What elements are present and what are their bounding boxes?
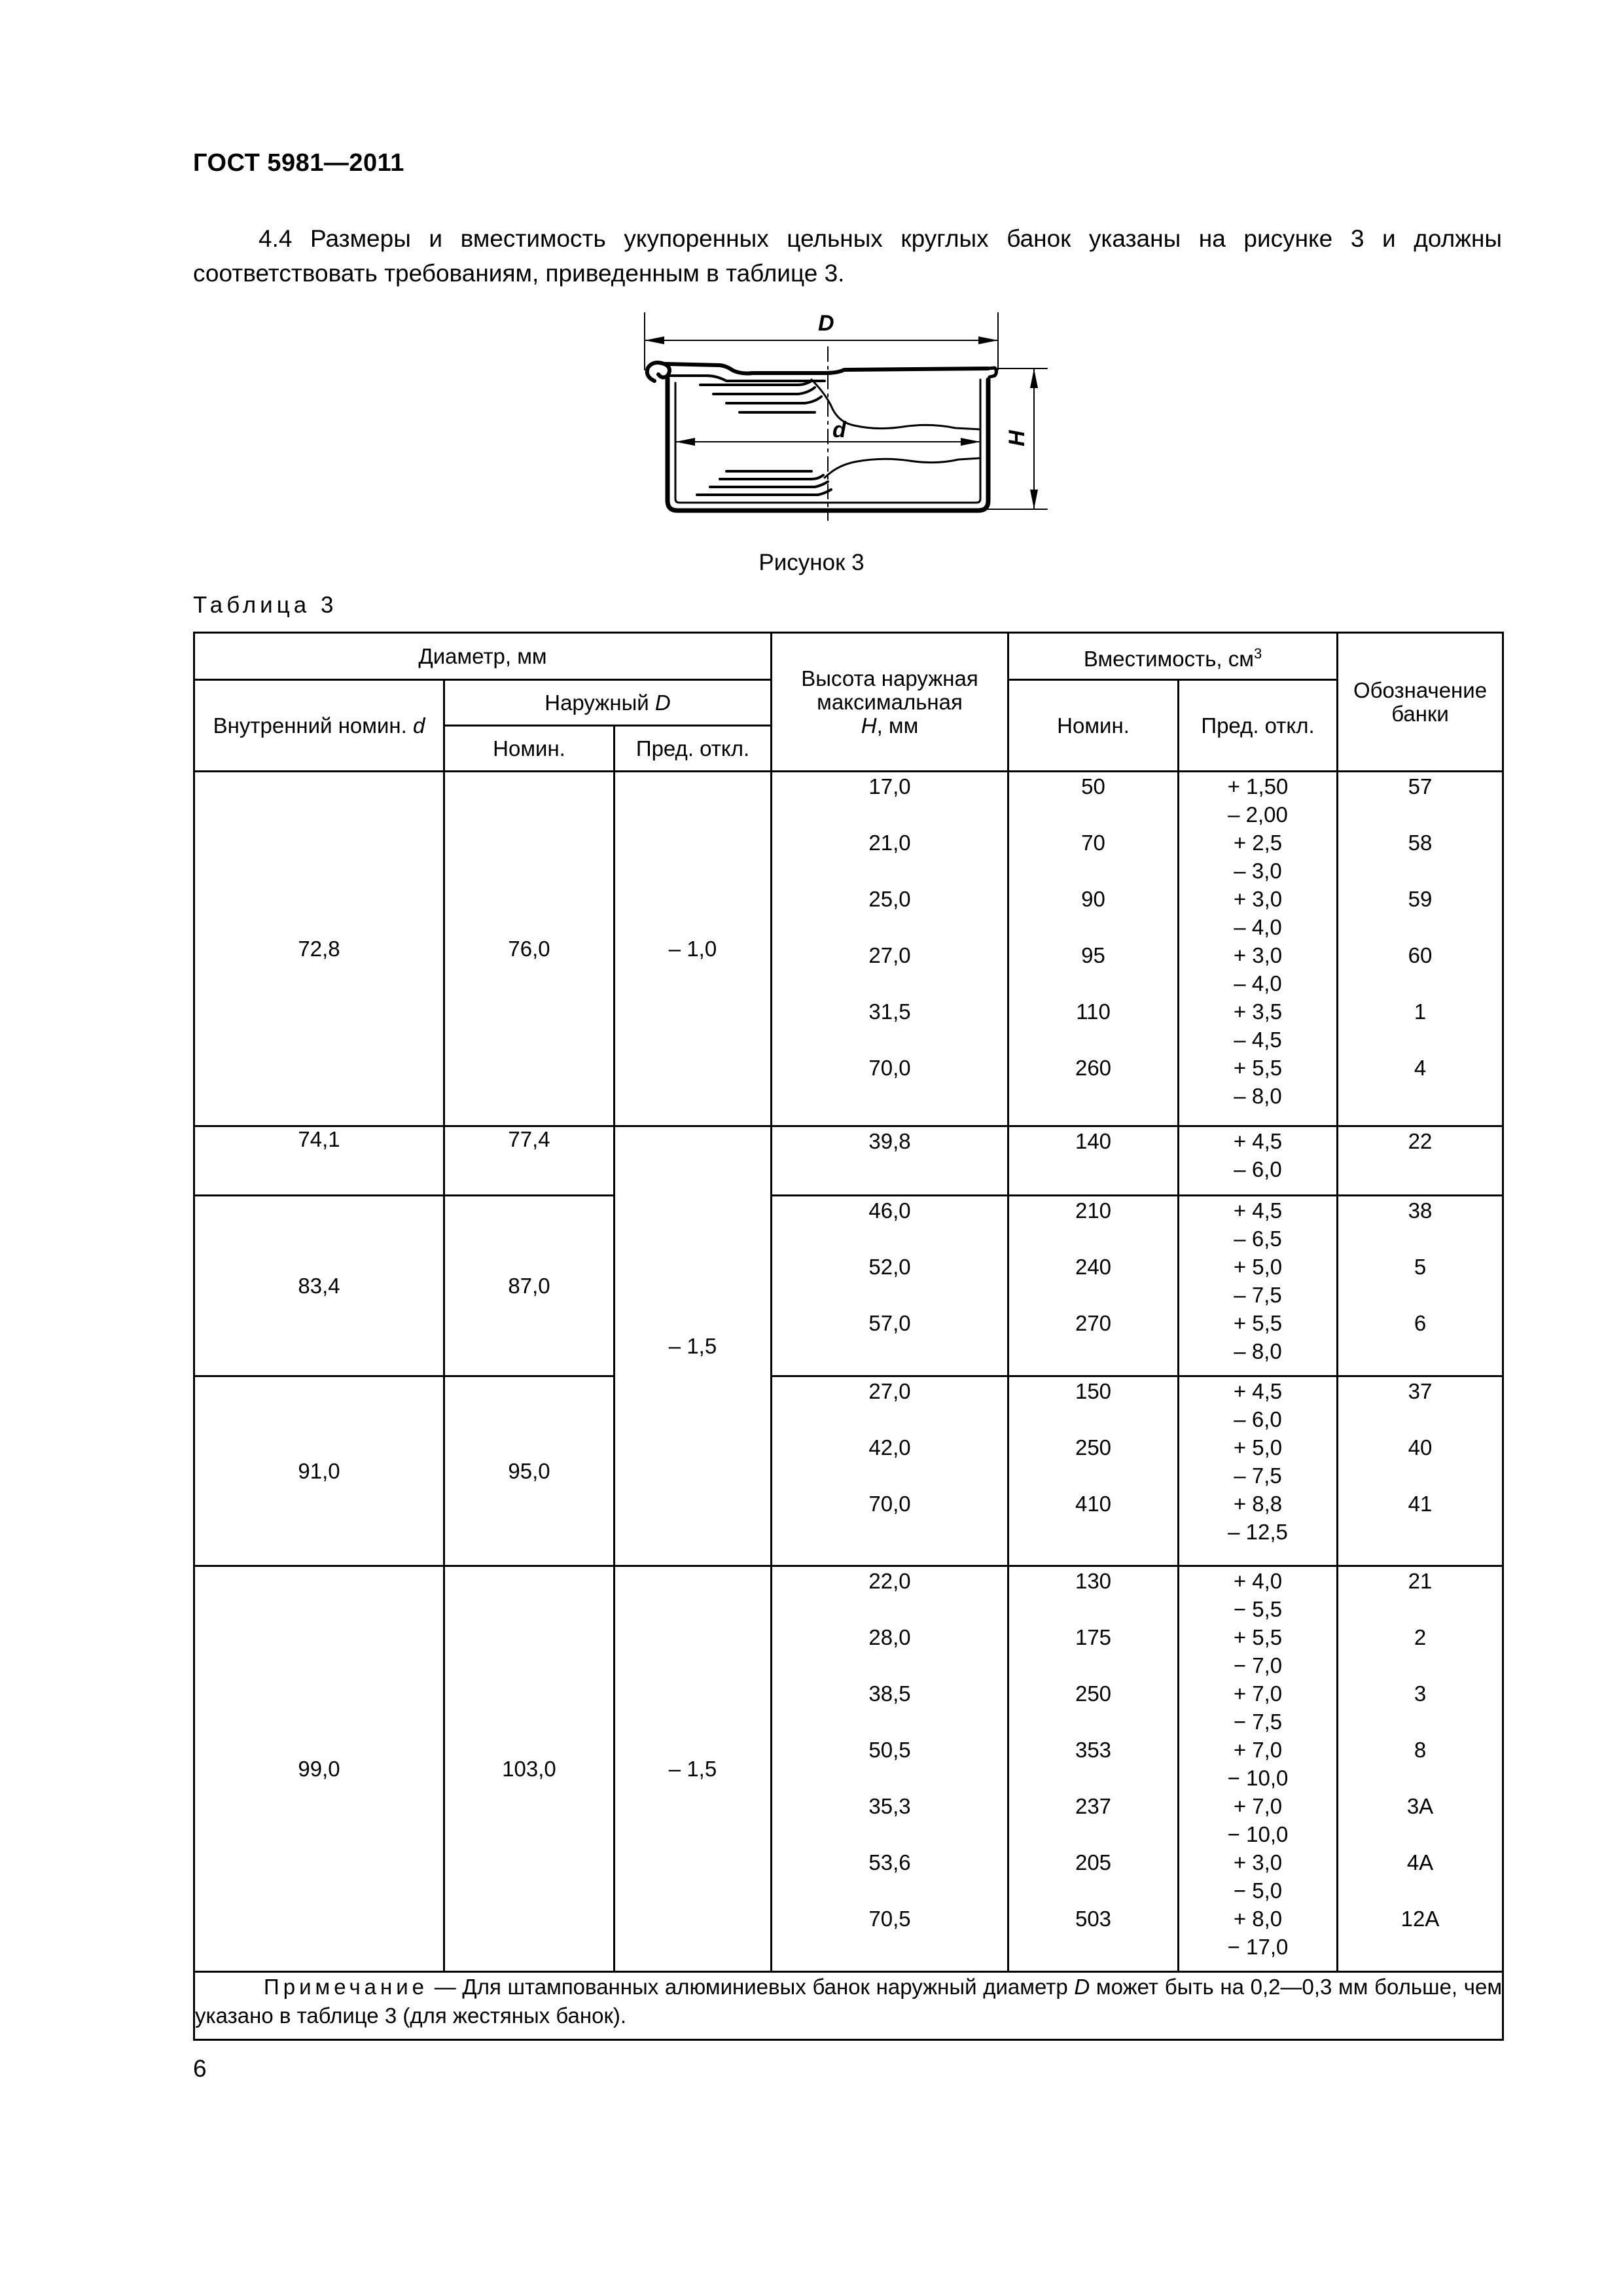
- header-capacity: Вместимость, $см^3$: [1008, 633, 1338, 680]
- tol-plus: + 8,0: [1233, 1907, 1283, 1931]
- row-item: 250: [1075, 1681, 1112, 1706]
- row-item: 57: [1408, 774, 1433, 798]
- row-item: 270: [1075, 1311, 1112, 1335]
- tol-minus: – 2,00: [1228, 802, 1288, 827]
- row-item: [1179, 941, 1336, 997]
- tol-minus: − 17,0: [1227, 1935, 1289, 1959]
- header-outer-tol: Пред. откл.: [615, 726, 772, 772]
- label-D: D: [818, 311, 834, 336]
- tol-plus: + 7,0: [1233, 1794, 1283, 1818]
- row-item: 40: [1408, 1435, 1433, 1460]
- cell-outer: 95,0: [444, 1376, 615, 1566]
- cell-outer-tol: – 1,5: [615, 1566, 772, 1972]
- row-item: [1179, 1054, 1336, 1110]
- tol-minus: – 8,0: [1234, 1339, 1282, 1363]
- row-item: 353: [1075, 1738, 1112, 1762]
- table-row: [194, 1566, 1503, 1972]
- row-item: 21,0: [868, 831, 911, 855]
- cell-inner: 99,0: [194, 1566, 444, 1972]
- row-item: 39,8: [868, 1129, 911, 1153]
- tol-minus: – 4,5: [1234, 1028, 1282, 1052]
- row-item: [1179, 1253, 1336, 1309]
- tol-plus: + 5,0: [1233, 1435, 1283, 1460]
- tol-minus: – 6,0: [1234, 1157, 1282, 1181]
- row-item: [1179, 997, 1336, 1054]
- tol-minus: – 8,0: [1234, 1084, 1282, 1108]
- header-inner: Внутренний номин. d: [194, 680, 444, 772]
- row-item: 240: [1075, 1255, 1112, 1279]
- cell-heights: [772, 1376, 1008, 1566]
- cell-inner: 74,1: [194, 1126, 444, 1196]
- row-item: 38,5: [868, 1681, 911, 1706]
- tol-minus: – 6,5: [1234, 1227, 1282, 1251]
- row-item: 17,0: [868, 774, 911, 798]
- tol-plus: + 5,5: [1233, 1311, 1283, 1335]
- row-item: 41: [1408, 1492, 1433, 1516]
- row-item: 205: [1075, 1850, 1112, 1874]
- cell-heights: [772, 1126, 1008, 1196]
- tol-plus: + 2,5: [1233, 831, 1283, 855]
- cell-designation: [1338, 1566, 1503, 1972]
- cell-capacity: [1008, 772, 1179, 1126]
- header-designation: Обозначение банки: [1338, 633, 1503, 772]
- row-item: [1179, 1490, 1336, 1546]
- cell-inner: 83,4: [194, 1196, 444, 1376]
- row-item: 250: [1075, 1435, 1112, 1460]
- cell-cap-tol: [1179, 1196, 1338, 1376]
- row-item: [1179, 1567, 1336, 1623]
- row-item: 260: [1075, 1056, 1112, 1080]
- tol-minus: – 3,0: [1234, 859, 1282, 883]
- tol-plus: + 3,0: [1233, 1850, 1283, 1874]
- row-item: 95: [1081, 943, 1105, 967]
- row-item: 503: [1075, 1907, 1112, 1931]
- row-item: 28,0: [868, 1625, 911, 1649]
- row-item: [1179, 1623, 1336, 1679]
- row-item: 53,6: [868, 1850, 911, 1874]
- row-item: 90: [1081, 887, 1105, 911]
- row-item: 237: [1075, 1794, 1112, 1818]
- cell-cap-tol: [1179, 1566, 1338, 1972]
- table-note: Примечание — Для штампованных алюминиевых банок наружный диаметр D может быть на 0,2—0,3 мм больше, чем указано в таблице 3 (для жестяных банок).: [194, 1972, 1503, 2040]
- header-outer-nom: Номин.: [444, 726, 615, 772]
- row-item: [1179, 1848, 1336, 1905]
- row-item: [1179, 1905, 1336, 1961]
- label-d: d: [832, 418, 846, 442]
- row-item: 8: [1414, 1738, 1427, 1762]
- cell-designation: [1338, 1126, 1503, 1196]
- tol-minus: – 7,5: [1234, 1463, 1282, 1488]
- cell-designation: [1338, 1196, 1503, 1376]
- row-item: [1179, 772, 1336, 829]
- row-item: 59: [1408, 887, 1433, 911]
- header-outer: Наружный D: [444, 680, 772, 726]
- table-row: [194, 1376, 1503, 1566]
- table-row: [194, 1196, 1503, 1376]
- row-item: 4А: [1406, 1850, 1434, 1874]
- cell-cap-tol: [1179, 1126, 1338, 1196]
- row-item: 12А: [1400, 1907, 1440, 1931]
- row-item: 60: [1408, 943, 1433, 967]
- cell-heights: [772, 1196, 1008, 1376]
- row-item: 130: [1075, 1569, 1112, 1593]
- row-item: 70: [1081, 831, 1105, 855]
- tol-plus: + 4,5: [1233, 1129, 1283, 1153]
- row-item: 42,0: [868, 1435, 911, 1460]
- row-item: 1: [1414, 999, 1427, 1024]
- tol-minus: − 5,5: [1233, 1597, 1283, 1621]
- tol-minus: – 6,0: [1234, 1407, 1282, 1431]
- cell-cap-tol: [1179, 1376, 1338, 1566]
- figure-caption: Рисунок 3: [758, 550, 865, 575]
- row-item: 4: [1414, 1056, 1427, 1080]
- row-item: 50: [1081, 774, 1105, 798]
- tol-plus: + 5,5: [1233, 1625, 1283, 1649]
- tol-plus: + 7,0: [1233, 1738, 1283, 1762]
- row-item: [1179, 1792, 1336, 1848]
- cell-heights: [772, 772, 1008, 1126]
- tol-minus: − 7,5: [1233, 1710, 1283, 1734]
- row-item: 150: [1075, 1379, 1112, 1403]
- cell-heights: [772, 1566, 1008, 1972]
- table-row: [194, 1126, 1503, 1196]
- tol-minus: – 4,0: [1234, 971, 1282, 996]
- row-item: 2: [1414, 1625, 1427, 1649]
- row-item: 38: [1408, 1198, 1433, 1223]
- page-number: 6: [193, 2055, 207, 2082]
- cell-outer-tol: – 1,0: [615, 772, 772, 1126]
- cell-capacity: [1008, 1126, 1179, 1196]
- row-item: [1179, 1679, 1336, 1736]
- label-H: H: [1005, 430, 1029, 446]
- row-item: 25,0: [868, 887, 911, 911]
- tol-minus: – 7,5: [1234, 1283, 1282, 1307]
- tol-plus: + 5,0: [1233, 1255, 1283, 1279]
- row-item: 175: [1075, 1625, 1112, 1649]
- tol-plus: + 4,5: [1233, 1198, 1283, 1223]
- row-item: 70,0: [868, 1492, 911, 1516]
- row-item: 46,0: [868, 1198, 911, 1223]
- cell-cap-tol: [1179, 772, 1338, 1126]
- row-item: [1179, 885, 1336, 941]
- row-item: 27,0: [868, 943, 911, 967]
- can-drawing: [628, 308, 1060, 524]
- tol-minus: − 7,0: [1233, 1653, 1283, 1677]
- row-item: 50,5: [868, 1738, 911, 1762]
- cell-inner: 72,8: [194, 772, 444, 1126]
- tol-plus: + 3,0: [1233, 887, 1283, 911]
- row-item: 21: [1408, 1569, 1433, 1593]
- row-item: 27,0: [868, 1379, 911, 1403]
- cell-designation: [1338, 772, 1503, 1126]
- row-item: [1179, 1309, 1336, 1365]
- row-item: 3А: [1406, 1794, 1434, 1818]
- tol-minus: − 10,0: [1227, 1766, 1289, 1790]
- row-item: 70,0: [868, 1056, 911, 1080]
- row-item: 110: [1076, 999, 1111, 1024]
- row-item: [1179, 1196, 1336, 1253]
- cell-capacity: [1008, 1376, 1179, 1566]
- row-item: [1179, 1377, 1336, 1433]
- row-item: 5: [1414, 1255, 1427, 1279]
- cell-designation: [1338, 1376, 1503, 1566]
- cell-outer: 103,0: [444, 1566, 615, 1972]
- tol-minus: − 10,0: [1227, 1822, 1289, 1846]
- row-item: 37: [1408, 1379, 1433, 1403]
- header-cap-nom: Номин.: [1008, 680, 1179, 772]
- row-item: 35,3: [868, 1794, 911, 1818]
- cell-outer: 77,4: [444, 1126, 615, 1196]
- cell-outer: 87,0: [444, 1196, 615, 1376]
- row-item: 52,0: [868, 1255, 911, 1279]
- row-item: 6: [1414, 1311, 1427, 1335]
- row-item: [1179, 829, 1336, 885]
- row-item: 31,5: [868, 999, 911, 1024]
- row-item: 22: [1408, 1129, 1433, 1153]
- paragraph-line-2: соответствовать требованиям, приведенным в таблице 3.: [193, 260, 845, 287]
- tol-plus: + 7,0: [1233, 1681, 1283, 1706]
- row-item: 57,0: [868, 1311, 911, 1335]
- row-item: 140: [1075, 1129, 1112, 1153]
- tol-plus: + 5,5: [1233, 1056, 1283, 1080]
- row-item: 22,0: [868, 1569, 911, 1593]
- row-item: 58: [1408, 831, 1433, 855]
- row-item: [1179, 1127, 1336, 1183]
- tol-plus: + 3,0: [1233, 943, 1283, 967]
- cell-inner: 91,0: [194, 1376, 444, 1566]
- header-diameter: Диаметр, мм: [194, 633, 772, 680]
- row-item: 70,5: [868, 1907, 911, 1931]
- tol-plus: + 4,0: [1233, 1569, 1283, 1593]
- tol-plus: + 1,50: [1227, 774, 1289, 798]
- cell-outer: 76,0: [444, 772, 615, 1126]
- tol-minus: – 4,0: [1234, 915, 1282, 939]
- row-item: 410: [1075, 1492, 1112, 1516]
- row-item: [1179, 1736, 1336, 1792]
- table-caption: Таблица 3: [193, 592, 338, 618]
- header-height: Высота наружная максимальная H, мм: [772, 633, 1008, 772]
- row-item: 3: [1414, 1681, 1427, 1706]
- cell-capacity: [1008, 1566, 1179, 1972]
- paragraph-line-1: 4.4 Размеры и вместимость укупоренных цельных круглых банок указаны на рисунке 3 и должны: [259, 225, 1502, 252]
- row-item: [1179, 1433, 1336, 1490]
- tol-plus: + 8,8: [1233, 1492, 1283, 1516]
- header-cap-tol: Пред. откл.: [1179, 680, 1338, 772]
- tol-plus: + 4,5: [1233, 1379, 1283, 1403]
- cell-outer-tol: – 1,5: [615, 1126, 772, 1566]
- table-row: [194, 772, 1503, 1126]
- paragraph-4-4: [193, 221, 1502, 291]
- tol-minus: − 5,0: [1233, 1878, 1283, 1903]
- tol-plus: + 3,5: [1233, 999, 1283, 1024]
- table-3: [193, 632, 1504, 2041]
- document-header: ГОСТ 5981—2011: [193, 149, 404, 177]
- cell-capacity: [1008, 1196, 1179, 1376]
- row-item: 210: [1075, 1198, 1112, 1223]
- tol-minus: – 12,5: [1228, 1520, 1288, 1544]
